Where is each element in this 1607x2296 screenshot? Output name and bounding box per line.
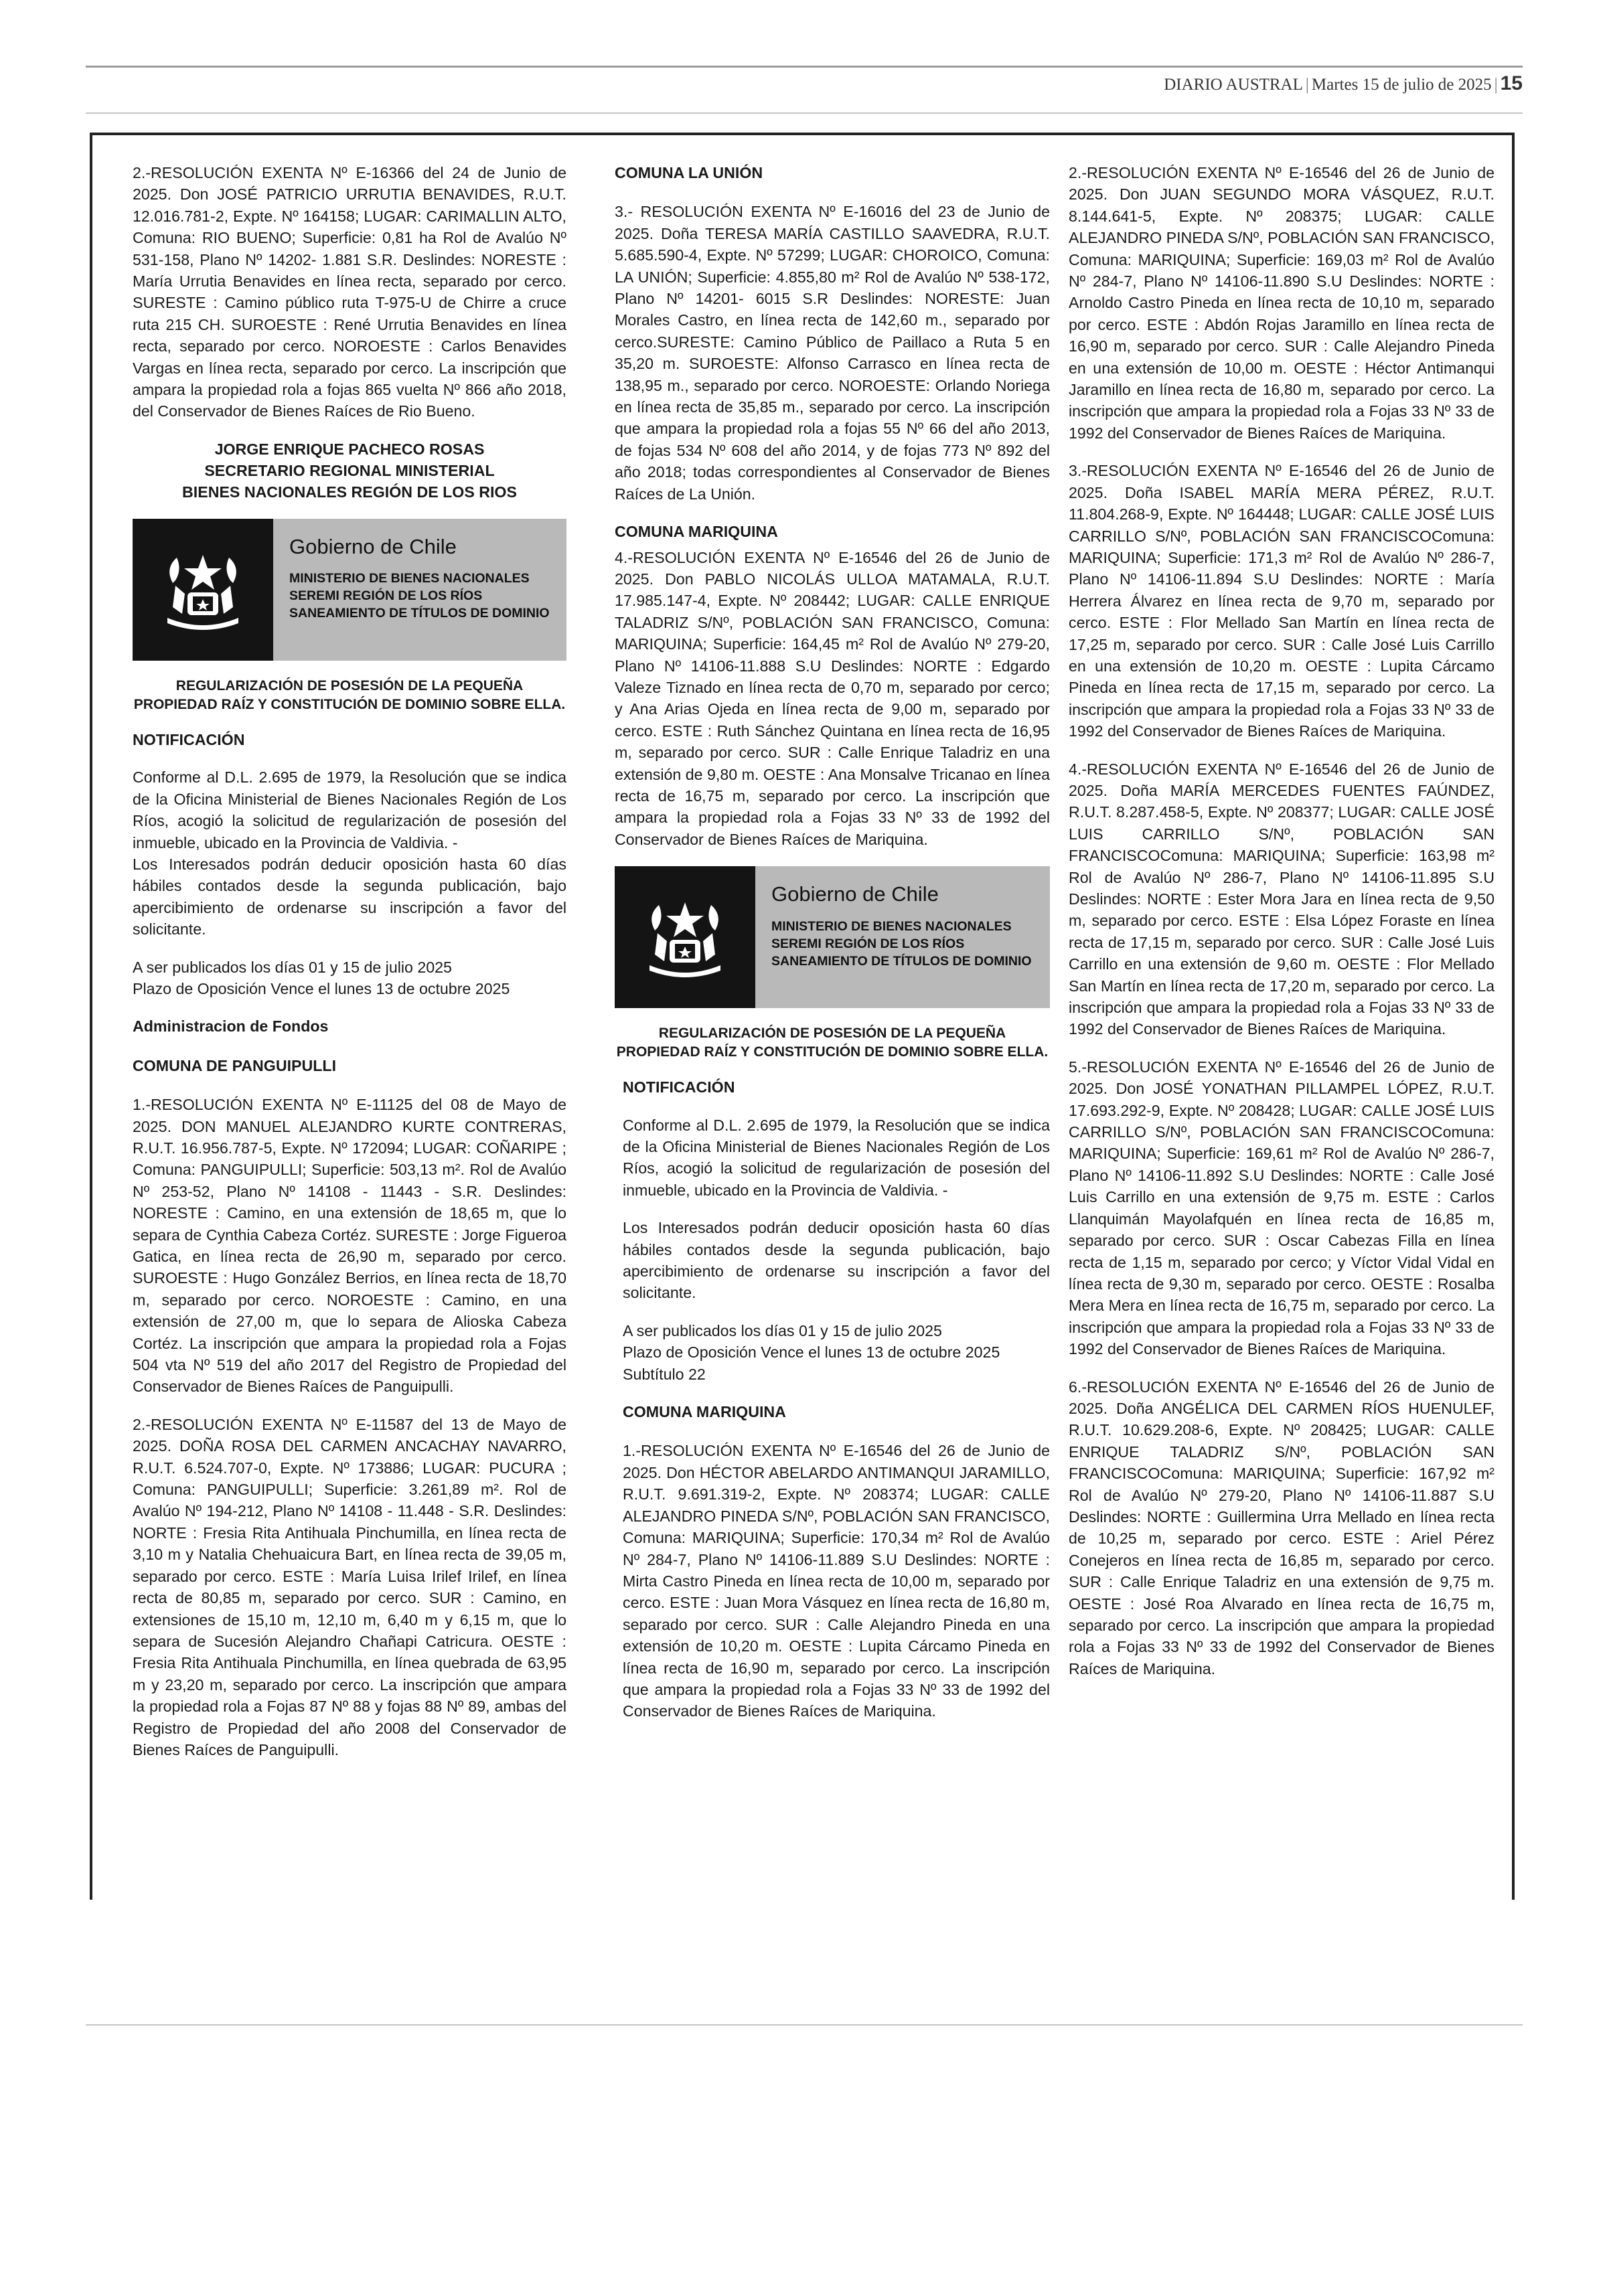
resolution-mariquina-2: 2.-RESOLUCIÓN EXENTA Nº E-16546 del 26 de Junio de 2025. Don JUAN SEGUNDO MORA VÁSQUEZ, R.U.T. 8.144.641-5, Expte. Nº 208375; LUGAR: CALLE ALEJANDRO PINEDA S/Nº, POBLACIÓN SAN FRANCISCO, Comuna: MARIQUINA; Superficie: 169,03 m² Rol de Avalúo Nº 284-7, Plano Nº 14106-11.890 S.U Deslindes: NORTE : Arnoldo Castro Pineda en línea recta de 10,10 m, separado por cerco. ESTE : Abdón Rojas Jaramillo en línea recta de 16,90 m, separado por cerco. SUR : Calle Alejandro Pineda en una extensión de 10,00 m. OESTE : Héctor Antimanqui Jaramillo en línea recta de 16,80 m, separado por cerco. La inscripción que ampara la propiedad rola a Fojas 33 Nº 33 de 1992 del Conservador de Bienes Raíces de Mariquina.: [1069, 164, 1495, 442]
ministry-name: MINISTERIO DE BIENES NACIONALES: [771, 918, 1012, 934]
coat-of-arms-icon: [615, 866, 755, 1008]
resolution-mariquina-4: 4.-RESOLUCIÓN EXENTA Nº E-16546 del 26 de Junio de 2025. Don PABLO NICOLÁS ULLOA MATAMALA, R.U.T. 17.985.147-4, Expte. Nº 208442; LUGAR: CALLE ENRIQUE TALADRIZ S/Nº, POBLACIÓN SAN FRANCISCO, Comuna: MARIQUINA; Superficie: 164,45 m² Rol de Avalúo Nº 279-20, Plano Nº 14106-11.888 S.U Deslindes: NORTE : Edgardo Valeze Tiznado en línea recta de 0,70 m, separado por cerco; y Ana Arias Ojeda en línea recta de 9,00 m, separado por cerco. ESTE : Ruth Sánchez Quintana en línea recta de 16,95 m, separado por cerco. SUR : Calle Enrique Taladriz en una extensión de 9,80 m. OESTE : Ana Monsalve Tricanao en línea recta de 16,75 m, separado por cerco. La inscripción que ampara la propiedad rola a Fojas 33 Nº 33 de 1992 del Conservador de Bienes Raíces de Mariquina.: [615, 548, 1050, 848]
resolution-rio-bueno-2: 2.-RESOLUCIÓN EXENTA Nº E-16366 del 24 de Junio de 2025. Don JOSÉ PATRICIO URRUTIA BENAVIDES, R.U.T. 12.016.781-2, Expte. Nº 164158; LUGAR: CARIMALLIN ALTO, Comuna: RIO BUENO; Superficie: 0,81 ha Rol de Avalúo Nº 531-158, Plano Nº 14202- 1.881 S.R. Deslindes: NORESTE : María Urrutia Benavides en línea recta, separado por cerco. SURESTE : Camino público ruta T-975-U de Chirre a cruce ruta 215 CH. SUROESTE : René Urrutia Benavides en línea recta, separado por cerco. NOROESTE : Carlos Benavides Vargas en línea recta, separado por cerco. La inscripción que ampara la propiedad rola a fojas 865 vuelta Nº 866 año 2018, del Conservador de Bienes Raíces de Rio Bueno.: [133, 164, 566, 420]
signatory-title: SECRETARIO REGIONAL MINISTERIAL: [204, 461, 495, 479]
opposition-text: Los Interesados podrán deducir oposición hasta 60 días hábiles contados desde la segunda publicación, bajo apercibimiento de ordenarse su inscripción a favor del solicitante.: [133, 855, 566, 938]
banner-text: [755, 866, 1032, 1008]
government-banner: [133, 519, 566, 661]
resolution-mariquina-6: 6.-RESOLUCIÓN EXENTA Nº E-16546 del 26 de Junio de 2025. Doña ANGÉLICA DEL CARMEN RÍOS HUENULEF, R.U.T. 10.629.208-6, Expte. Nº 208425; LUGAR: CALLE ENRIQUE TALADRIZ S/Nº, POBLACIÓN SAN FRANCISCOComuna: MARIQUINA; Superficie: 167,92 m² Rol de Avalúo Nº 279-20, Plano Nº 14106-11.887 S.U Deslindes: NORTE : Guillermina Urra Mellado en línea recta de 10,25 m, separado por cerco. ESTE : Ariel Pérez Conejeros en línea recta de 16,85 m, separado por cerco. SUR : Calle Enrique Taladriz en una extensión de 9,75 m. OESTE : José Roa Alvarado en línea recta de 16,75 m, separado por cerco. La inscripción que ampara la propiedad rola a Fojas 33 Nº 33 de 1992 del Conservador de Bienes Raíces de Mariquina.: [1069, 1378, 1495, 1677]
publication-dates: A ser publicados los días 01 y 15 de julio 2025: [133, 958, 452, 976]
coat-of-arms-icon: [133, 519, 273, 661]
comuna-panguipulli-heading: COMUNA DE PANGUIPULLI: [133, 1056, 337, 1074]
government-name: Gobierno de Chile: [289, 534, 457, 558]
column-1: [133, 162, 566, 1777]
seremi-name: SEREMI REGIÓN DE LOS RÍOS: [289, 588, 483, 604]
resolution-mariquina-4: 4.-RESOLUCIÓN EXENTA Nº E-16546 del 26 de Junio de 2025. Doña MARÍA MERCEDES FUENTES FAÚNDEZ, R.U.T. 8.287.458-5, Expte. Nº 208377; LUGAR: CALLE JOSÉ LUIS CARRILLO S/Nº, POBLACIÓN SAN FRANCISCOComuna: MARIQUINA; Superficie: 163,98 m² Rol de Avalúo Nº 286-7, Plano Nº 14106-11.895 S.U Deslindes: NORTE : Ester Mora Jara en línea recta de 9,50 m, separado por cerco. ESTE : Elsa López Foraste en línea recta de 17,15 m, separado por cerco. SUR : Calle José Luis Carrillo en una extensión de 9,60 m. OESTE : Flor Mellado San Martín en línea recta de 17,20 m, separado por cerco. La inscripción que ampara la propiedad rola a Fojas 33 Nº 33 de 1992 del Conservador de Bienes Raíces de Mariquina.: [1069, 760, 1495, 1038]
program-name: SANEAMIENTO DE TÍTULOS DE DOMINIO: [771, 953, 1032, 969]
notification-title: NOTIFICACIÓN: [623, 1078, 735, 1096]
resolution-mariquina-5: 5.-RESOLUCIÓN EXENTA Nº E-16546 del 26 de Junio de 2025. Don JOSÉ YONATHAN PILLAMPEL LÓPEZ, R.U.T. 17.693.292-9, Expte. Nº 208428; LUGAR: CALLE JOSÉ LUIS CARRILLO S/Nº, POBLACIÓN SAN FRANCISCOComuna: MARIQUINA; Superficie: 169,61 m² Rol de Avalúo Nº 286-7, Plano Nº 14106-11.892 S.U Deslindes: NORTE : Calle José Luis Carrillo en una extensión de 9,75 m. ESTE : Carlos Llanquimán Mayolafquén en línea recta de 16,85 m, separado por cerco. SUR : Oscar Cabezas Filla en línea recta de 1,15 m, separado por cerco; y Víctor Vidal Vidal en línea recta de 9,30 m, separado por cerco. OESTE : Rosalba Mera Mera en línea recta de 16,75 m, separado por cerco. La inscripción que ampara la propiedad rola a Fojas 33 Nº 33 de 1992 del Conservador de Bienes Raíces de Mariquina.: [1069, 1058, 1495, 1358]
banner-text: [273, 519, 550, 661]
regularization-title: [615, 1024, 1050, 1062]
regularization-title-line2: PROPIEDAD RAÍZ Y CONSTITUCIÓN DE DOMINIO SOBRE ELLA.: [616, 1044, 1049, 1060]
publication-dates: A ser publicados los días 01 y 15 de julio 2025: [623, 1321, 942, 1339]
resolution-la-union-3: 3.- RESOLUCIÓN EXENTA Nº E-16016 del 23 de Junio de 2025. Doña TERESA MARÍA CASTILLO SAAVEDRA, R.U.T. 5.685.590-4, Expte. Nº 57299; LUGAR: CHOROICO, Comuna: LA UNIÓN; Superficie: 4.855,80 m² Rol de Avalúo Nº 538-172, Plano Nº 14201- 6015 S.R Deslindes: NORESTE: Juan Morales Castro, en línea recta de 142,60 m., separado por cerco.SURESTE: Camino Público de Paillaco a Ruta 5 en 35,20 m. SUROESTE: Alfonso Carrasco en línea recta de 138,95 m., separado por cerco. NOROESTE: Orlando Noriega en línea recta de 35,85 m., separado por cerco. La inscripción que ampara la propiedad rola a fojas 55 Nº 66 del año 2013, de fojas 534 Nº 608 del año 2014, y de fojas 773 Nº 892 del año 2018; todas correspondientes al Conservador de Bienes Raíces de La Unión.: [615, 203, 1050, 503]
admin-heading: Administracion de Fondos: [133, 1017, 329, 1036]
comuna-la-union-heading: COMUNA LA UNIÓN: [615, 164, 763, 181]
signatory-name: JORGE ENRIQUE PACHECO ROSAS: [214, 440, 485, 458]
regularization-title-line1: REGULARIZACIÓN DE POSESIÓN DE LA PEQUEÑA: [658, 1026, 1006, 1042]
regularization-title-line1: REGULARIZACIÓN DE POSESIÓN DE LA PEQUEÑA: [175, 677, 524, 693]
masthead: [1164, 72, 1523, 95]
masthead-separator: |: [1494, 76, 1498, 94]
opposition-text: Los Interesados podrán deducir oposición hasta 60 días hábiles contados desde la segunda publicación, bajo apercibimiento de ordenarse su inscripción a favor del solicitante.: [623, 1219, 1050, 1302]
page-number: 15: [1500, 72, 1523, 94]
column-3: [1069, 162, 1495, 1696]
notification-title: NOTIFICACIÓN: [133, 730, 245, 748]
top-rule: [86, 66, 1523, 68]
comuna-mariquina-heading: COMUNA MARIQUINA: [615, 523, 778, 541]
comuna-mariquina-heading: COMUNA MARIQUINA: [623, 1403, 786, 1421]
notification-text: Conforme al D.L. 2.695 de 1979, la Resolución que se indica de la Oficina Ministerial de Bienes Nacionales Región de Los Ríos, acogió la solicitud de regularización de posesión del inmueble, ubicado en la Provincia de Valdivia. -: [133, 768, 566, 851]
newspaper-name: DIARIO AUSTRAL: [1164, 76, 1303, 94]
signature-block: [133, 438, 566, 503]
ministry-name: MINISTERIO DE BIENES NACIONALES: [289, 571, 530, 586]
issue-date: Martes 15 de julio de 2025: [1311, 76, 1492, 94]
column-2: [615, 162, 1050, 1738]
regularization-title-line2: PROPIEDAD RAÍZ Y CONSTITUCIÓN DE DOMINIO SOBRE ELLA.: [133, 696, 566, 712]
resolution-mariquina-1: 1.-RESOLUCIÓN EXENTA Nº E-16546 del 26 de Junio de 2025. Don HÉCTOR ABELARDO ANTIMANQUI JARAMILLO, R.U.T. 9.691.319-2, Expte. Nº 208374; LUGAR: CALLE ALEJANDRO PINEDA S/Nº, POBLACIÓN SAN FRANCISCO, Comuna: MARIQUINA; Superficie: 170,34 m² Rol de Avalúo Nº 284-7, Plano Nº 14106-11.889 S.U Deslindes: NORTE : Mirta Castro Pineda en línea recta de 10,00 m, separado por cerco. ESTE : Juan Mora Vásquez en línea recta de 16,80 m, separado por cerco. SUR : Calle Alejandro Pineda en una extensión de 10,20 m. OESTE : Lupita Cárcamo Pineda en línea recta de 16,90 m, separado por cerco. La inscripción que ampara la propiedad rola a Fojas 33 Nº 33 de 1992 del Conservador de Bienes Raíces de Mariquina.: [623, 1442, 1050, 1720]
regularization-title: [133, 677, 566, 714]
opposition-deadline: Plazo de Oposición Vence el lunes 13 de octubre 2025: [133, 979, 510, 997]
subtitle-22: Subtítulo 22: [623, 1365, 706, 1383]
resolution-panguipulli-2: 2.-RESOLUCIÓN EXENTA Nº E-11587 del 13 de Mayo de 2025. DOÑA ROSA DEL CARMEN ANCACHAY NAVARRO, R.U.T. 6.524.707-0, Expte. Nº 173886; LUGAR: PUCURA ; Comuna: PANGUIPULLI; Superficie: 3.261,89 m². Rol de Avalúo Nº 194-212, Plano Nº 14108 - 11.448 - S.R. Deslindes: NORTE : Fresia Rita Antihuala Pinchumilla, en línea recta de 3,10 m y Natalia Chehuaicura Bart, en línea recta de 39,05 m, separado por cerco. ESTE : María Luisa Irilef Irilef, en línea recta de 80,85 m, separado por cerco. SUR : Camino, en extensiones de 15,10 m, 12,10 m, 6,40 m y 6,15 m, que lo separa de Sucesión Alejandro Chañapi Catricura. OESTE : Fresia Rita Antihuala Pinchumilla, en línea quebrada de 63,95 m y 23,20 m, separado por cerco. La inscripción que ampara la propiedad rola a Fojas 87 Nº 88 y fojas 88 Nº 89, ambas del Registro de Propiedad del año 2008 del Conservador de Bienes Raíces de Panguipulli.: [133, 1415, 566, 1758]
program-name: SANEAMIENTO DE TÍTULOS DE DOMINIO: [289, 606, 550, 621]
government-name: Gobierno de Chile: [771, 882, 939, 906]
resolution-panguipulli-1: 1.-RESOLUCIÓN EXENTA Nº E-11125 del 08 de Mayo de 2025. DON MANUEL ALEJANDRO KURTE CONTRERAS, R.U.T. 16.956.787-5, Expte. Nº 172094; LUGAR: COÑARIPE ; Comuna: PANGUIPULLI; Superficie: 503,13 m². Rol de Avalúo Nº 253-52, Plano Nº 14108 - 11443 - S.R. Deslindes: NORESTE : Camino, en una extensión de 18,65 m, que lo separa de Cynthia Cabeza Cortéz. SURESTE : Jorge Figueroa Gatica, en línea recta de 26,90 m, separado por cerco. SUROESTE : Hugo González Berrios, en línea recta de 18,70 m, separado por cerco. NOROESTE : Camino, en una extensión de 27,00 m, que lo separa de Alioska Cabeza Cortéz. La inscripción que ampara la propiedad rola a Fojas 504 vta Nº 519 del año 2017 del Registro de Propiedad del Conservador de Bienes Raíces de Panguipulli.: [133, 1096, 566, 1396]
masthead-separator: |: [1305, 76, 1309, 94]
signatory-department: BIENES NACIONALES REGIÓN DE LOS RIOS: [182, 483, 517, 501]
government-banner: [615, 866, 1050, 1008]
notification-text: Conforme al D.L. 2.695 de 1979, la Resolución que se indica de la Oficina Ministerial de Bienes Nacionales Región de Los Ríos, acogió la solicitud de regularización de posesión del inmueble, ubicado en la Provincia de Valdivia. -: [623, 1116, 1050, 1199]
seremi-name: SEREMI REGIÓN DE LOS RÍOS: [771, 936, 965, 951]
header-divider: [86, 112, 1523, 114]
notification-block: [615, 1076, 1050, 1722]
footer-divider: [86, 2024, 1523, 2026]
opposition-deadline: Plazo de Oposición Vence el lunes 13 de octubre 2025: [623, 1343, 1000, 1362]
resolution-mariquina-3: 3.-RESOLUCIÓN EXENTA Nº E-16546 del 26 de Junio de 2025. Doña ISABEL MARÍA MERA PÉREZ, R.U.T. 11.804.268-9, Expte. Nº 164448; LUGAR: CALLE JOSÉ LUIS CARRILLO S/Nº, POBLACIÓN SAN FRANCISCOComuna: MARIQUINA; Superficie: 171,3 m² Rol de Avalúo Nº 286-7, Plano Nº 14106-11.894 S.U Deslindes: NORTE : María Herrera Álvarez en línea recta de 9,70 m, separado por cerco. ESTE : Flor Mellado San Martín en línea recta de 17,25 m, separado por cerco. SUR : Calle José Luis Carrillo en una extensión de 10,20 m. OESTE : Lupita Cárcamo Pineda en línea recta de 17,15 m, separado por cerco. La inscripción que ampara la propiedad rola a Fojas 33 Nº 33 de 1992 del Conservador de Bienes Raíces de Mariquina.: [1069, 462, 1495, 740]
